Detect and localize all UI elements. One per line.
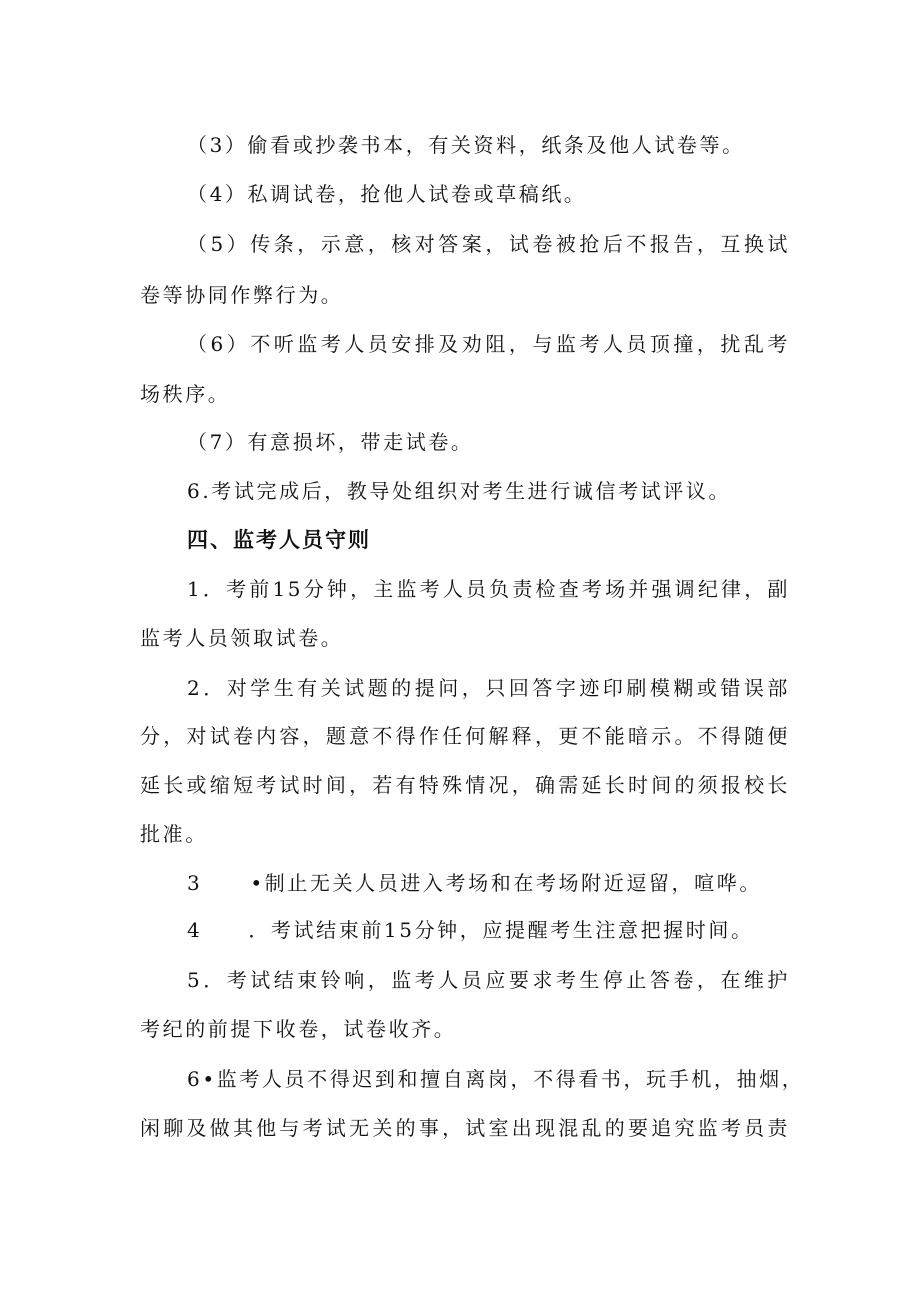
rule-4 xyxy=(187,916,754,944)
rule-5-line-2: 考纪的前提下收卷，试卷收齐。 xyxy=(140,1017,457,1041)
rule-2-line-1: 2．对学生有关试题的提问，只回答字迹印刷模糊或错误部 xyxy=(187,676,790,700)
clause-7: （7）有意损坏，带走试卷。 xyxy=(187,430,474,454)
rule-4-text: ．考试结束前15分钟，应提醒考生注意把握时间。 xyxy=(248,918,754,942)
rule-6-line-2: 闲聊及做其他与考试无关的事，试室出现混乱的要追究监考员责 xyxy=(140,1116,790,1140)
rule-2-line-4: 批准。 xyxy=(140,822,208,846)
rule-1-line-1: 1．考前15分钟，主监考人员负责检查考场并强调纪律，副 xyxy=(187,577,790,601)
clause-6-line-2: 场秩序。 xyxy=(140,382,231,406)
rule-3 xyxy=(187,869,762,897)
rule-2-line-2: 分，对试卷内容，题意不得作任何解释，更不能暗示。不得随便 xyxy=(140,724,790,748)
rule-5-line-1: 5．考试结束铃响，监考人员应要求考生停止答卷，在维护 xyxy=(187,968,790,992)
rule-1-line-2: 监考人员领取试卷。 xyxy=(140,626,344,650)
rule-3-number: 3 xyxy=(187,871,203,895)
clause-4: （4）私调试卷，抢他人试卷或草稿纸。 xyxy=(187,182,587,206)
clause-5-line-2: 卷等协同作弊行为。 xyxy=(140,283,344,307)
rule-2-line-3: 延长或缩短考试时间，若有特殊情况，确需延长时间的须报校长 xyxy=(140,773,790,797)
item-6: 6.考试完成后，教导处组织对考生进行诚信考试评议。 xyxy=(187,479,732,503)
rule-6-line-1: 6•监考人员不得迟到和擅自离岗，不得看书，玩手机，抽烟， xyxy=(187,1067,805,1091)
rule-4-number: 4 xyxy=(187,918,203,942)
rule-3-text: •制止无关人员进入考场和在考场附近逗留，喧哗。 xyxy=(250,871,762,895)
clause-5-line-1: （5）传条，示意，核对答案，试卷被抢后不报告，互换试 xyxy=(187,232,790,256)
clause-6-line-1: （6）不听监考人员安排及劝阻，与监考人员顶撞，扰乱考 xyxy=(187,332,790,356)
section-heading: 四、监考人员守则 xyxy=(187,528,371,552)
clause-3: （3）偷看或抄袭书本，有关资料，纸条及他人试卷等。 xyxy=(187,133,745,157)
